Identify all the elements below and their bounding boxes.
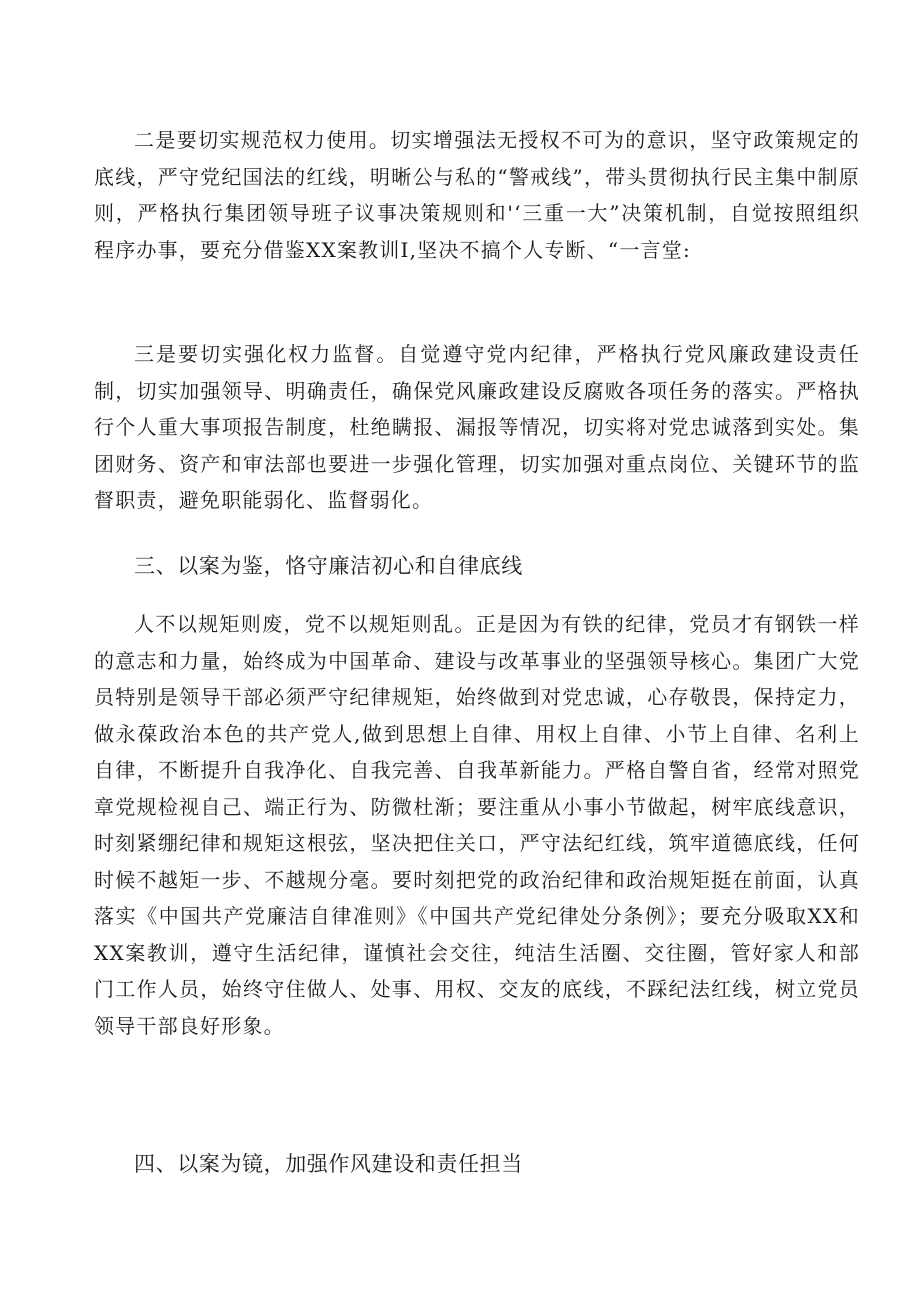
paragraph-power-use: 二是要切实规范权力使用。切实增强法无授权不可为的意识，坚守政策规定的底线，严守党纪国法的红线，明晰公与私的“警戒线”，带头贯彻执行民主集中制原则，严格执行集团领导班子议事决策规则和'‘三重一大”决策机制，自觉按照组织程序办事，要充分借鉴XX案教训I,坚决不搞个人专断、“一言堂:: [94, 128, 860, 262]
paragraph-power-supervision: 三是要切实强化权力监督。自觉遵守党内纪律，严格执行党风廉政建设责任制，切实加强领导、明确责任，确保党风廉政建设反腐败各项任务的落实。严格执行个人重大事项报告制度，杜绝瞒报、漏报等情况，切实将对党忠诚落到实处。集团财务、资产和审法部也要进一步强化管理，切实加强对重点岗位、关键环节的监督职责，避免职能弱化、监督弱化。: [94, 342, 860, 512]
paragraph-discipline: 人不以规矩则废，党不以规矩则乱。正是因为有铁的纪律，党员才有钢铁一样的意志和力量，始终成为中国革命、建设与改革事业的坚强领导核心。集团广大党员特别是领导干部必须严守纪律规矩，始终做到对党忠诚，心存敬畏，保持定力，做永葆政治本色的共产党人,做到思想上自律、用权上自律、小节上自律、名利上自律，不断提升自我净化、自我完善、自我革新能力。严格自警自省，经常对照党章党规检视自己、端正行为、防微杜渐；要注重从小事小节做起，树牢底线意识，时刻紧绷纪律和规矩这根弦，坚决把住关口，严守法纪红线，筑牢道德底线，任何时候不越矩一步、不越规分毫。要时刻把党的政治纪律和政治规矩挺在前面，认真落实《中国共产党廉洁自律准则》《中国共产党纪律处分条例》；要充分吸取XX和XX案教训，遵守生活纪律，谨慎社会交往，纯洁生活圈、交往圈，管好家人和部门工作人员，始终守住做人、处事、用权、交友的底线，不踩纪法红线，树立党员领导干部良好形象。: [94, 612, 860, 1038]
section-heading-3: 三、以案为鉴，恪守廉洁初心和自律底线: [134, 554, 523, 578]
section-heading-4: 四、以案为镜，加强作风建设和责任担当: [134, 1152, 523, 1176]
